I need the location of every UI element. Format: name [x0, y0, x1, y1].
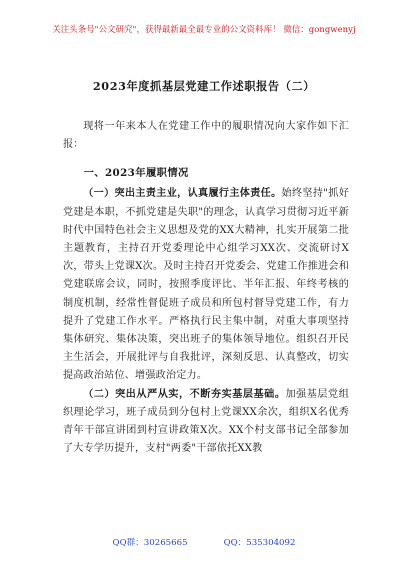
- footer-qq-group: QQ群：30265665: [112, 538, 188, 548]
- document-title: 2023年度抓基层党建工作述职报告（二）: [92, 79, 316, 93]
- paragraph-point-2: [63, 386, 349, 459]
- point-1-text: 始终坚持"抓好党建是本职，不抓党建是失职"的理念，认真学习贯彻习近平新时代中国特色社会主义思想及党的XX大精神，扎实开展第二批主题教育，主持召开党委理论中心组学习XX次、交流研讨X次，带头上党课X次。及时主持召开党委会、党建工作推进会和党建联席会议，同时，按照季度评比、半年汇报、年终考核的制度机制，经常性督促班子成员和所包村督导党建工作，有力提升了党建工作水平。严格执行民主集中制，对重大事项坚持集体研究、集体决策，突出班子的集体领导地位。组织召开民主生活会，开展批评与自我批评，深刻反思、认真整改，切实提高政治站位、增强政治定力。: [63, 188, 349, 382]
- point-2-text: 加强基层党组织理论学习，班子成员到分包村上党课XX余次，组织X名优秀青年干部宣讲团到村宣讲政策X次。XX个村支部书记全部参加了大专学历提升，支村"两委"干部依托XX教: [63, 388, 349, 455]
- document-body: [63, 118, 349, 458]
- paragraph-point-1: [63, 185, 349, 385]
- intro-paragraph: 现将一年来本人在党建工作中的履职情况向大家作如下汇报：: [63, 121, 349, 151]
- point-2-lead: （二）突出从严从实，不断夯实基层基础。: [83, 388, 286, 400]
- section-heading-1: 一、2023年履职情况: [83, 167, 189, 180]
- footer-qq-number: QQ：535304092: [223, 538, 296, 548]
- header-promo-note: 关注头条号"公文研究"，获得最新最全最专业的公文资料库！ 微信：gongwenyj: [52, 24, 356, 34]
- footer-contact: [0, 536, 408, 548]
- point-1-lead: （一）突出主责主业，认真履行主体责任。: [83, 188, 282, 200]
